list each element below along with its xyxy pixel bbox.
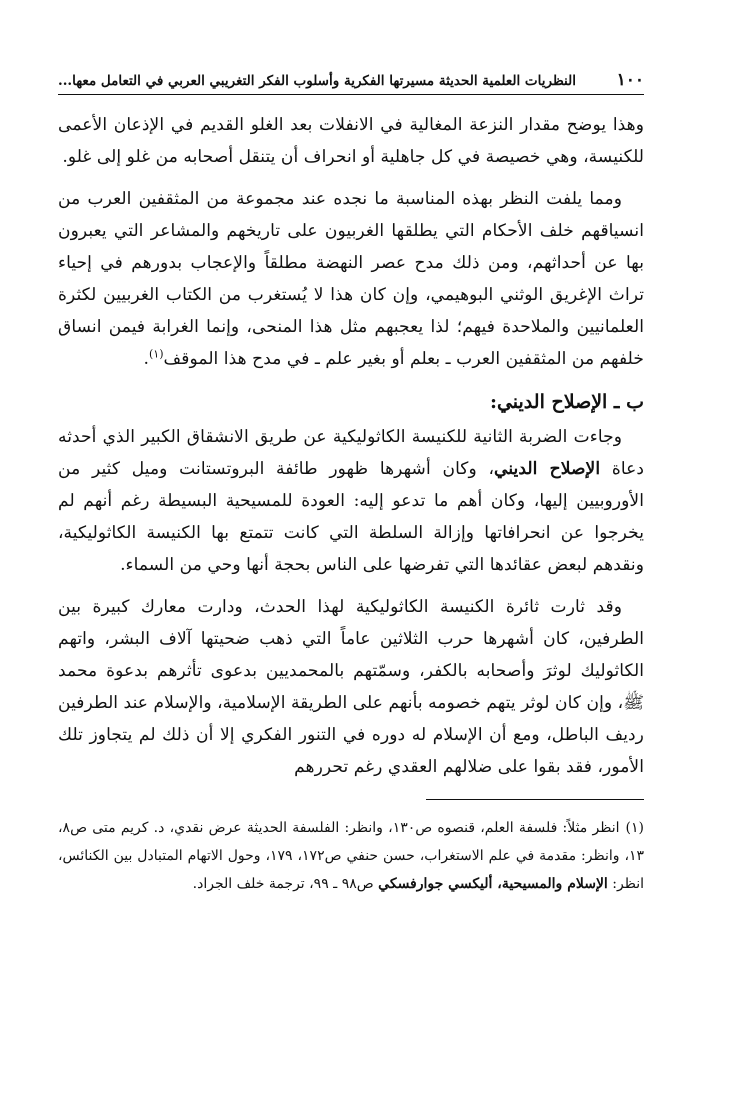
paragraph-reform-part2: ، وكان أشهرها ظهور طائفة البروتستانت وميل كثير من الأوروبيين إليها، وكان أهم ما تدعو إليه: العودة للمسيحية البسيطة رغم أنهم لم يخرجوا عن انحرافاتها وإزالة السلطة التي كانت تتمتع بها الكنيسة الكاثوليكية، ونقدهم لبعض عقائدها التي تفرضها على الناس بحجة أنها وحي من السماء. (58, 459, 644, 575)
paragraph-reform-part1: وجاءت الضربة الثانية للكنيسة الكاثوليكية عن طريق الانشقاق الكبير الذي أحدثه دعاة (58, 427, 645, 479)
running-header (58, 70, 644, 95)
footnote (58, 814, 644, 898)
footnote-reference[interactable]: (١) (148, 347, 164, 361)
footnote-divider (426, 799, 644, 800)
paragraph-arab-intellectuals: ومما يلفت النظر بهذه المناسبة ما نجده عند مجموعة من المثقفين العرب من انسياقهم خلف الأحكام التي يطلقها الغربيون على تاريخهم والمشاعر التي يعبرون بها عن أحداثهم، ومن ذلك مدح عصر النهضة مطلقاً والإعجاب بدورهم في إحياء تراث الإغريق الوثني البوهيمي، وإن كان هذا لا يُستغرب من الكتاب الغربيين لكثرة العلمانيين والملاحدة فيهم؛ لذا يعجبهم مثل هذا المنحى، وإنما الغرابة فيمن انساق خلفهم من المثقفين العرب ـ بعلم أو بغير علم ـ في مدح هذا الموقف$^{(١)}$. (58, 189, 644, 369)
footnote-text-2: ص٩٨ ـ ٩٩، ترجمة خلف الجراد. (192, 876, 374, 892)
running-header-title: النظريات العلمية الحديثة مسيرتها الفكرية وأسلوب الفكر التغريبي العربي في التعامل معها... (58, 73, 576, 89)
paragraph-reform (58, 421, 644, 581)
footnote-text-1: انظر مثلاً: فلسفة العلم، قنصوه ص١٣٠، وانظر: الفلسفة الحديثة عرض نقدي، د. كريم متى ص٨، ١٣، وانظر: مقدمة في علم الاستغراب، حسن حنفي ص١٧٢، ١٧٩، وحول الاتهام المتبادل بين الكنائس، انظر: (58, 820, 645, 892)
book-page (58, 70, 644, 898)
paragraph-thirty-years-war: وقد ثارت ثائرة الكنيسة الكاثوليكية لهذا الحدث، ودارت معارك كبيرة بين الطرفين، كان أشهرها حرب الثلاثين عاماً التي ذهب ضحيتها آلاف البشر، واتهم الكاثوليك لوثرَ وأصحابه بالكفر، وسمّتهم بالمحمديين بدعوى تأثرهم بدعوة محمد ﷺ، وإن كان لوثر يتهم خصومه بأنهم على الطريقة الإسلامية، والإسلام عند الطرفين رديف الباطل، ومع أن الإسلام له دوره في التنور الفكري إلا أن ذلك لم يتجاوز تلك الأمور، فقد بقوا على ضلالهم العقدي رغم تحررهم (58, 597, 644, 777)
paragraph-arab-intellectuals-text: ومما يلفت النظر بهذه المناسبة ما نجده عند مجموعة من المثقفين العرب من انسياقهم خلف الأحكام التي يطلقها الغربيون على تاريخهم والمشاعر التي يعبرون بها عن أحداثهم، ومن ذلك مدح عصر النهضة مطلقاً والإعجاب بدورهم في إحياء تراث الإغريق الوثني البوهيمي، وإن كان هذا لا يُستغرب من الكتاب الغربيين لكثرة العلمانيين والملاحدة فيهم؛ لذا يعجبهم مثل هذا المنحى، وإنما الغرابة فيمن انساق خلفهم من المثقفين العرب ـ بعلم أو بغير علم ـ في مدح هذا الموقف (58, 189, 644, 369)
footnote-marker: (١) (625, 820, 645, 836)
section-heading-religious-reform: ب ـ الإصلاح الديني: (489, 391, 644, 413)
footnote-bold-citation: الإسلام والمسيحية، أليكسي جوارفسكي (378, 876, 608, 892)
bold-term-religious-reform: الإصلاح الديني (494, 459, 601, 479)
page-number: ١٠٠ (616, 70, 644, 90)
paragraph-church-submission: وهذا يوضح مقدار النزعة المغالية في الانفلات بعد الغلو القديم في الإذعان الأعمى للكنيسة، وهي خصيصة في كل جاهلية أو انحراف أن يتنقل أصحابه من غلو إلى غلو. (58, 115, 644, 167)
